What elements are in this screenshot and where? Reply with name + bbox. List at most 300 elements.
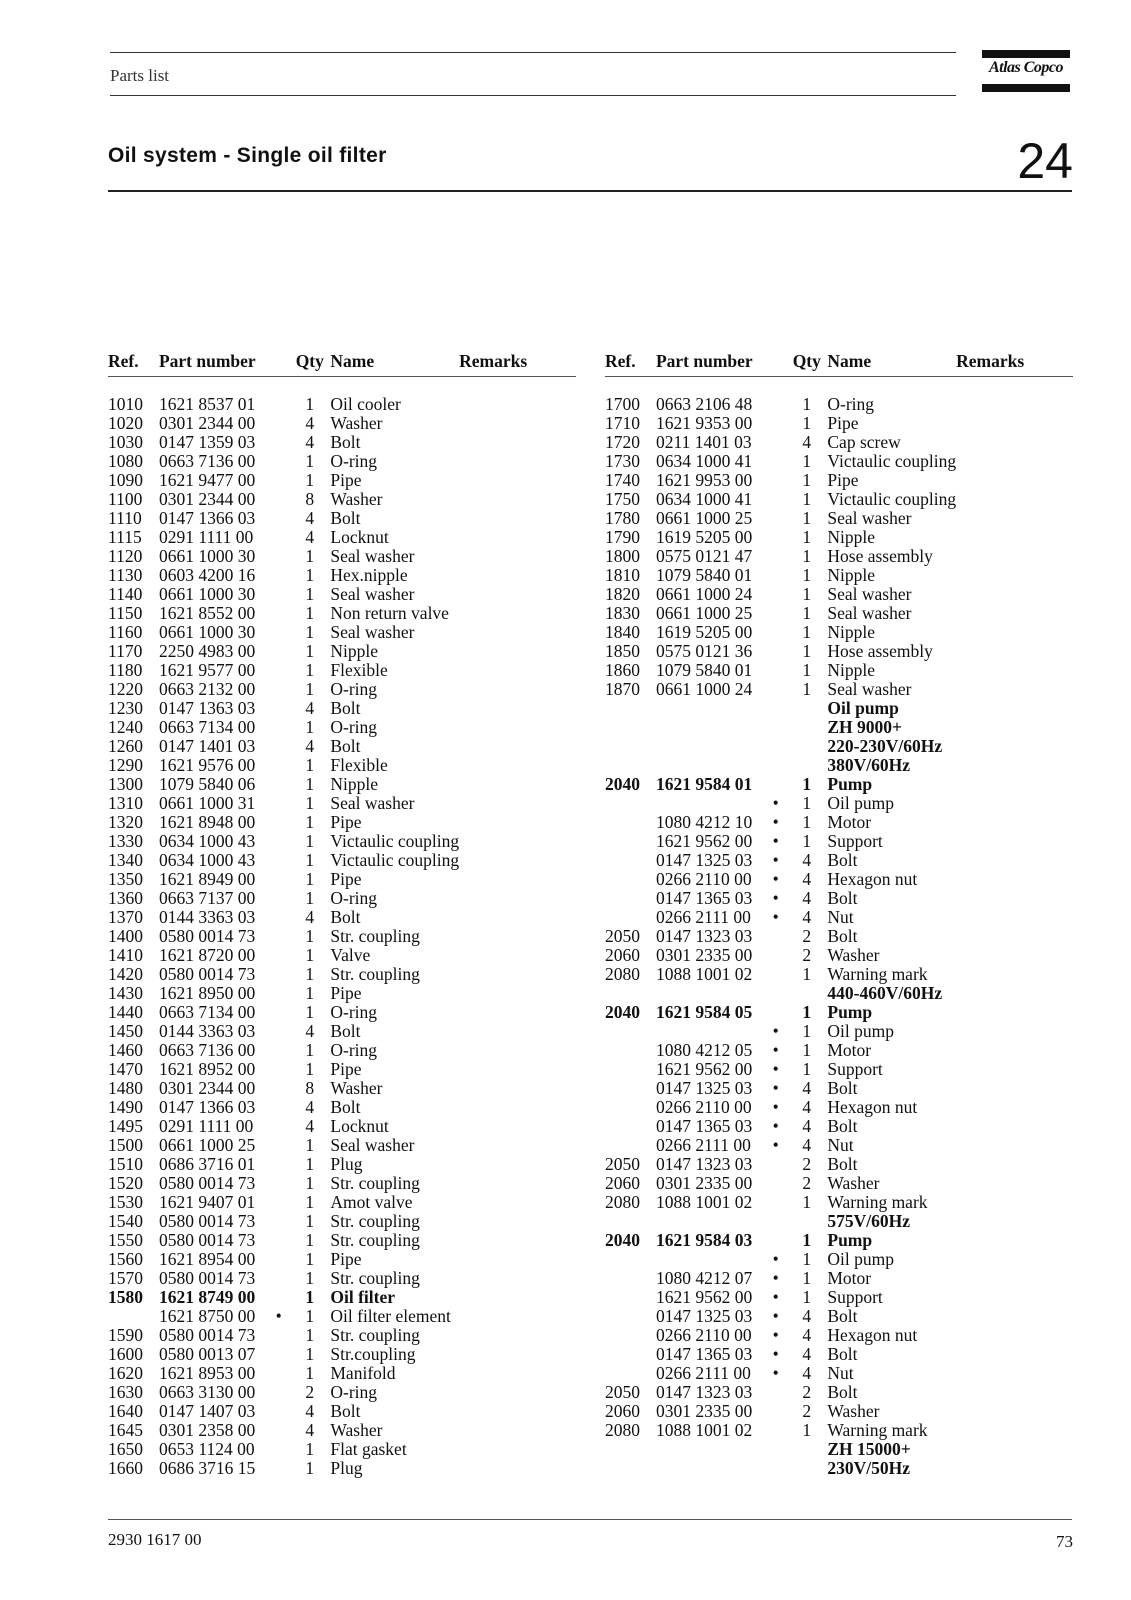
cell-ref	[605, 1269, 656, 1288]
cell-ref: 1630	[108, 1382, 143, 1402]
cell-marker: •	[772, 869, 779, 889]
cell-name: Bolt	[330, 1401, 361, 1421]
cell-qty: 4	[802, 888, 812, 908]
cell-name: Str. coupling	[330, 1173, 420, 1193]
cell-qty: 1	[305, 964, 315, 984]
cell-name: Nut	[827, 1363, 854, 1383]
cell-part-number: 0580 0014 73	[158, 1268, 256, 1288]
cell-name: Hex.nipple	[330, 565, 408, 585]
cell-marker	[268, 528, 289, 547]
cell-marker	[268, 1155, 289, 1174]
cell-part-number: 0663 7134 00	[158, 1002, 256, 1022]
table-row	[108, 1098, 576, 1117]
cell-ref	[605, 889, 656, 908]
cell-name: Seal washer	[827, 603, 912, 623]
cell-remarks	[459, 737, 576, 756]
cell-remarks	[956, 490, 1073, 509]
cell-part-number: 0147 1366 03	[158, 508, 256, 528]
cell-part-number: 0575 0121 47	[655, 546, 753, 566]
table-header-row	[605, 352, 1073, 377]
cell-marker	[268, 452, 289, 471]
cell-remarks	[956, 1136, 1073, 1155]
table-row	[605, 471, 1073, 490]
header-rule-bottom	[110, 95, 956, 96]
cell-ref: 1340	[108, 850, 143, 870]
cell-qty: 1	[305, 1211, 315, 1231]
cell-name: Seal washer	[330, 622, 415, 642]
cell-marker	[765, 699, 786, 718]
cell-qty: 1	[305, 470, 315, 490]
table-row	[108, 718, 576, 737]
cell-part-number: 0580 0014 73	[158, 1211, 256, 1231]
cell-part-number: 0144 3363 03	[158, 1021, 256, 1041]
table-row	[605, 870, 1073, 889]
cell-ref	[605, 813, 656, 832]
cell-part-number	[656, 1022, 765, 1041]
cell-remarks	[956, 775, 1073, 794]
cell-remarks	[459, 585, 576, 604]
cell-marker	[765, 623, 786, 642]
cell-qty: 1	[802, 1230, 812, 1250]
cell-remarks	[956, 642, 1073, 661]
cell-part-number: 1621 8949 00	[158, 869, 256, 889]
cell-part-number: 0686 3716 15	[158, 1458, 256, 1478]
col-header-qty: Qty	[786, 352, 827, 377]
cell-remarks	[956, 718, 1073, 737]
cell-ref: 1480	[108, 1078, 143, 1098]
cell-part-number: 0603 4200 16	[158, 565, 256, 585]
cell-ref	[605, 1212, 656, 1231]
cell-remarks	[956, 1212, 1073, 1231]
cell-name: Washer	[330, 1078, 383, 1098]
cell-ref: 1030	[108, 432, 143, 452]
cell-remarks	[956, 1174, 1073, 1193]
cell-remarks	[459, 1440, 576, 1459]
cell-name: Bolt	[827, 1306, 858, 1326]
cell-marker	[268, 547, 289, 566]
cell-qty	[786, 718, 827, 737]
cell-part-number: 0266 2111 00	[655, 907, 751, 927]
cell-ref: 1120	[108, 546, 143, 566]
cell-part-number: 0663 7134 00	[158, 717, 256, 737]
cell-qty: 1	[305, 1363, 315, 1383]
cell-ref: 1490	[108, 1097, 143, 1117]
cell-qty	[786, 1212, 827, 1231]
cell-name: Oil pump	[827, 698, 899, 718]
cell-name: Cap screw	[827, 432, 901, 452]
cell-name: Support	[827, 831, 883, 851]
cell-ref: 1640	[108, 1401, 143, 1421]
cell-name: Nipple	[330, 641, 379, 661]
table-row	[108, 870, 576, 889]
cell-ref: 1140	[108, 584, 143, 604]
table-row	[108, 1345, 576, 1364]
table-row	[108, 528, 576, 547]
cell-ref	[605, 1288, 656, 1307]
cell-qty: 4	[802, 1116, 812, 1136]
col-header-part-number: Part number	[656, 352, 765, 377]
cell-name: Seal washer	[827, 679, 912, 699]
cell-name: Hose assembly	[827, 641, 933, 661]
parts-table-right	[605, 352, 1073, 1478]
cell-qty: 1	[802, 1249, 812, 1269]
table-row	[108, 965, 576, 984]
cell-remarks	[459, 1307, 576, 1326]
cell-name: Str. coupling	[330, 1211, 420, 1231]
cell-remarks	[956, 1402, 1073, 1421]
cell-qty: 2	[802, 926, 812, 946]
table-row	[605, 433, 1073, 452]
table-row	[605, 1060, 1073, 1079]
cell-part-number: 0147 1325 03	[655, 1306, 753, 1326]
cell-marker	[765, 775, 786, 794]
cell-remarks	[459, 528, 576, 547]
cell-name: O-ring	[330, 1002, 378, 1022]
cell-qty: 1	[802, 641, 812, 661]
table-row	[605, 1402, 1073, 1421]
cell-marker	[268, 642, 289, 661]
table-row	[605, 661, 1073, 680]
cell-name: Warning mark	[827, 964, 928, 984]
table-row	[605, 1459, 1073, 1478]
cell-remarks	[459, 908, 576, 927]
cell-marker	[268, 585, 289, 604]
cell-name: ZH 15000+	[827, 1439, 911, 1459]
cell-qty: 4	[305, 698, 315, 718]
cell-qty: 1	[305, 1192, 315, 1212]
cell-name: Motor	[827, 812, 872, 832]
col-header-remarks: Remarks	[956, 352, 1073, 377]
cell-part-number: 0661 1000 25	[655, 603, 753, 623]
cell-part-number: 0661 1000 31	[158, 793, 256, 813]
col-header-name: Name	[827, 352, 956, 377]
cell-name: Bolt	[827, 1344, 858, 1364]
cell-part-number: 0301 2335 00	[655, 945, 753, 965]
cell-remarks	[956, 1288, 1073, 1307]
cell-ref: 1780	[605, 508, 640, 528]
cell-marker: •	[772, 1021, 779, 1041]
cell-qty: 1	[305, 869, 315, 889]
cell-remarks	[956, 889, 1073, 908]
cell-marker: •	[772, 1040, 779, 1060]
cell-qty: 1	[305, 1268, 315, 1288]
cell-part-number: 0266 2110 00	[655, 1097, 752, 1117]
cell-part-number: 0663 7136 00	[158, 1040, 256, 1060]
cell-marker	[765, 680, 786, 699]
cell-part-number: 0147 1323 03	[655, 1382, 753, 1402]
cell-marker	[765, 1174, 786, 1193]
cell-remarks	[459, 832, 576, 851]
table-row	[605, 927, 1073, 946]
table-row	[108, 604, 576, 623]
cell-name: Hexagon nut	[827, 869, 918, 889]
cell-marker: •	[772, 1325, 779, 1345]
cell-part-number: 0663 7136 00	[158, 451, 256, 471]
cell-ref: 1800	[605, 546, 640, 566]
table-row	[605, 1174, 1073, 1193]
cell-part-number: 1621 8953 00	[158, 1363, 256, 1383]
table-row	[108, 756, 576, 775]
table-row	[108, 509, 576, 528]
cell-marker: •	[772, 1059, 779, 1079]
cell-remarks	[956, 1231, 1073, 1250]
table-row	[108, 1307, 576, 1326]
cell-marker	[268, 1003, 289, 1022]
cell-name: Oil pump	[827, 793, 894, 813]
cell-ref: 2050	[605, 1154, 640, 1174]
cell-name: Support	[827, 1287, 883, 1307]
cell-qty: 2	[305, 1382, 315, 1402]
cell-qty: 1	[305, 584, 315, 604]
table-row	[108, 680, 576, 699]
section-label: Parts list	[110, 66, 170, 85]
cell-ref: 2060	[605, 945, 640, 965]
cell-marker	[268, 775, 289, 794]
table-row	[605, 1193, 1073, 1212]
cell-ref: 1180	[108, 660, 143, 680]
cell-remarks	[956, 737, 1073, 756]
cell-name: Locknut	[330, 527, 389, 547]
cell-name: Valve	[330, 945, 371, 965]
cell-part-number: 1080 4212 07	[655, 1268, 753, 1288]
cell-remarks	[956, 794, 1073, 813]
cell-qty: 1	[305, 1325, 315, 1345]
cell-remarks	[956, 452, 1073, 471]
table-row	[108, 851, 576, 870]
cell-ref: 1660	[108, 1458, 143, 1478]
table-row	[108, 1174, 576, 1193]
cell-qty: 4	[305, 1116, 315, 1136]
table-row	[108, 946, 576, 965]
cell-ref: 1550	[108, 1230, 143, 1250]
cell-qty: 1	[305, 1344, 315, 1364]
cell-name: Bolt	[330, 736, 361, 756]
cell-ref	[605, 1136, 656, 1155]
cell-remarks	[956, 1307, 1073, 1326]
cell-marker	[765, 1440, 786, 1459]
table-row	[108, 737, 576, 756]
table-row	[605, 623, 1073, 642]
cell-part-number: 0634 1000 41	[655, 451, 753, 471]
cell-marker	[268, 908, 289, 927]
cell-qty: 4	[305, 1401, 315, 1421]
cell-remarks	[459, 623, 576, 642]
cell-ref	[605, 1117, 656, 1136]
cell-marker	[268, 1022, 289, 1041]
col-header-ref: Ref.	[605, 352, 656, 377]
cell-remarks	[459, 642, 576, 661]
cell-marker	[765, 946, 786, 965]
cell-part-number: 1621 9353 00	[655, 413, 753, 433]
table-row	[605, 490, 1073, 509]
cell-part-number: 1621 9953 00	[655, 470, 753, 490]
cell-part-number: 1619 5205 00	[655, 527, 753, 547]
cell-part-number: 0661 1000 30	[158, 546, 256, 566]
cell-qty: 1	[802, 527, 812, 547]
cell-name: Locknut	[330, 1116, 389, 1136]
cell-marker	[765, 490, 786, 509]
cell-part-number	[656, 1250, 765, 1269]
logo-bar-bottom	[982, 84, 1070, 92]
cell-remarks	[459, 547, 576, 566]
cell-ref: 2080	[605, 964, 640, 984]
table-row	[108, 1383, 576, 1402]
cell-remarks	[956, 509, 1073, 528]
cell-marker	[268, 1459, 289, 1478]
cell-ref: 1840	[605, 622, 640, 642]
footer-rule	[108, 1519, 1072, 1520]
cell-qty: 1	[305, 451, 315, 471]
table-row	[605, 699, 1073, 718]
cell-marker	[765, 1193, 786, 1212]
cell-qty: 2	[802, 1382, 812, 1402]
cell-remarks	[956, 756, 1073, 775]
cell-marker	[765, 1459, 786, 1478]
cell-part-number: 0266 2110 00	[655, 869, 752, 889]
cell-part-number: 0580 0014 73	[158, 1230, 256, 1250]
cell-qty: 4	[305, 1097, 315, 1117]
table-row	[108, 1364, 576, 1383]
cell-qty: 1	[305, 1173, 315, 1193]
cell-part-number: 0653 1124 00	[158, 1439, 255, 1459]
cell-part-number: 1088 1001 02	[655, 964, 753, 984]
cell-ref	[605, 1250, 656, 1269]
cell-qty: 1	[305, 1154, 315, 1174]
cell-remarks	[459, 1459, 576, 1478]
cell-ref: 2040	[605, 1002, 640, 1022]
cell-part-number: 0634 1000 41	[655, 489, 753, 509]
cell-ref: 1870	[605, 679, 640, 699]
cell-marker: •	[772, 793, 779, 813]
cell-qty: 4	[802, 1135, 812, 1155]
cell-part-number	[656, 1212, 765, 1231]
cell-marker	[268, 965, 289, 984]
cell-marker	[765, 718, 786, 737]
cell-part-number: 0661 1000 30	[158, 584, 256, 604]
table-row	[605, 908, 1073, 927]
cell-remarks	[459, 984, 576, 1003]
cell-marker	[765, 433, 786, 452]
cell-remarks	[956, 1060, 1073, 1079]
cell-marker	[268, 1231, 289, 1250]
cell-marker	[268, 1440, 289, 1459]
cell-part-number: 1621 9562 00	[655, 1059, 753, 1079]
table-row	[605, 794, 1073, 813]
table-row	[605, 946, 1073, 965]
cell-part-number: 1088 1001 02	[655, 1192, 753, 1212]
cell-name: Washer	[330, 1420, 383, 1440]
cell-ref: 1090	[108, 470, 143, 490]
cell-qty: 1	[305, 603, 315, 623]
col-header-name: Name	[330, 352, 459, 377]
cell-part-number: 1621 9562 00	[655, 831, 753, 851]
cell-qty: 1	[305, 1306, 315, 1326]
table-row	[605, 1231, 1073, 1250]
cell-remarks	[956, 1364, 1073, 1383]
cell-marker	[765, 395, 786, 414]
cell-ref: 1460	[108, 1040, 143, 1060]
cell-qty: 1	[305, 774, 315, 794]
cell-remarks	[956, 832, 1073, 851]
cell-marker: •	[772, 1116, 779, 1136]
cell-ref: 1500	[108, 1135, 143, 1155]
cell-name: Hexagon nut	[827, 1097, 918, 1117]
cell-marker	[268, 756, 289, 775]
cell-marker	[765, 642, 786, 661]
cell-part-number: 0266 2110 00	[655, 1325, 752, 1345]
cell-qty: 1	[305, 622, 315, 642]
cell-remarks	[459, 1345, 576, 1364]
table-row	[108, 908, 576, 927]
cell-qty: 1	[802, 831, 812, 851]
cell-marker	[268, 1250, 289, 1269]
cell-ref: 1700	[605, 394, 640, 414]
table-row	[605, 1383, 1073, 1402]
cell-name: Oil filter element	[330, 1306, 451, 1326]
cell-marker: •	[772, 1363, 779, 1383]
table-row	[108, 1193, 576, 1212]
cell-remarks	[459, 490, 576, 509]
cell-marker	[268, 395, 289, 414]
cell-remarks	[956, 1326, 1073, 1345]
cell-qty: 1	[802, 1021, 812, 1041]
cell-marker	[765, 452, 786, 471]
cell-marker	[268, 1421, 289, 1440]
table-row	[108, 585, 576, 604]
cell-marker	[268, 1193, 289, 1212]
cell-qty: 4	[802, 1306, 812, 1326]
cell-ref: 1110	[108, 508, 142, 528]
cell-part-number: 1079 5840 06	[158, 774, 256, 794]
cell-name: Str. coupling	[330, 1268, 420, 1288]
cell-ref: 2040	[605, 774, 640, 794]
cell-name: Washer	[330, 413, 383, 433]
cell-remarks	[459, 1117, 576, 1136]
cell-qty: 1	[802, 793, 812, 813]
cell-marker	[765, 509, 786, 528]
cell-marker: •	[772, 1097, 779, 1117]
cell-name: Bolt	[827, 1116, 858, 1136]
cell-name: Nipple	[827, 565, 876, 585]
cell-ref: 1540	[108, 1211, 143, 1231]
cell-part-number: 0291 1111 00	[158, 1116, 254, 1136]
table-row	[108, 927, 576, 946]
cell-part-number: 2250 4983 00	[158, 641, 256, 661]
cell-ref: 1810	[605, 565, 640, 585]
cell-qty: 1	[305, 926, 315, 946]
cell-name: Motor	[827, 1040, 872, 1060]
cell-part-number: 1080 4212 05	[655, 1040, 753, 1060]
table-row	[605, 832, 1073, 851]
cell-name: Washer	[827, 1401, 880, 1421]
cell-remarks	[459, 1098, 576, 1117]
cell-ref: 1450	[108, 1021, 143, 1041]
table-row	[605, 1212, 1073, 1231]
cell-remarks	[459, 718, 576, 737]
cell-qty	[786, 984, 827, 1003]
cell-qty: 4	[305, 413, 315, 433]
cell-marker	[268, 889, 289, 908]
col-header-marker	[268, 352, 289, 377]
cell-ref: 1790	[605, 527, 640, 547]
table-row	[605, 756, 1073, 775]
table-row	[108, 1079, 576, 1098]
cell-name: Nipple	[827, 622, 876, 642]
cell-marker	[765, 414, 786, 433]
cell-ref: 1150	[108, 603, 143, 623]
cell-ref: 2060	[605, 1173, 640, 1193]
cell-remarks	[956, 1041, 1073, 1060]
